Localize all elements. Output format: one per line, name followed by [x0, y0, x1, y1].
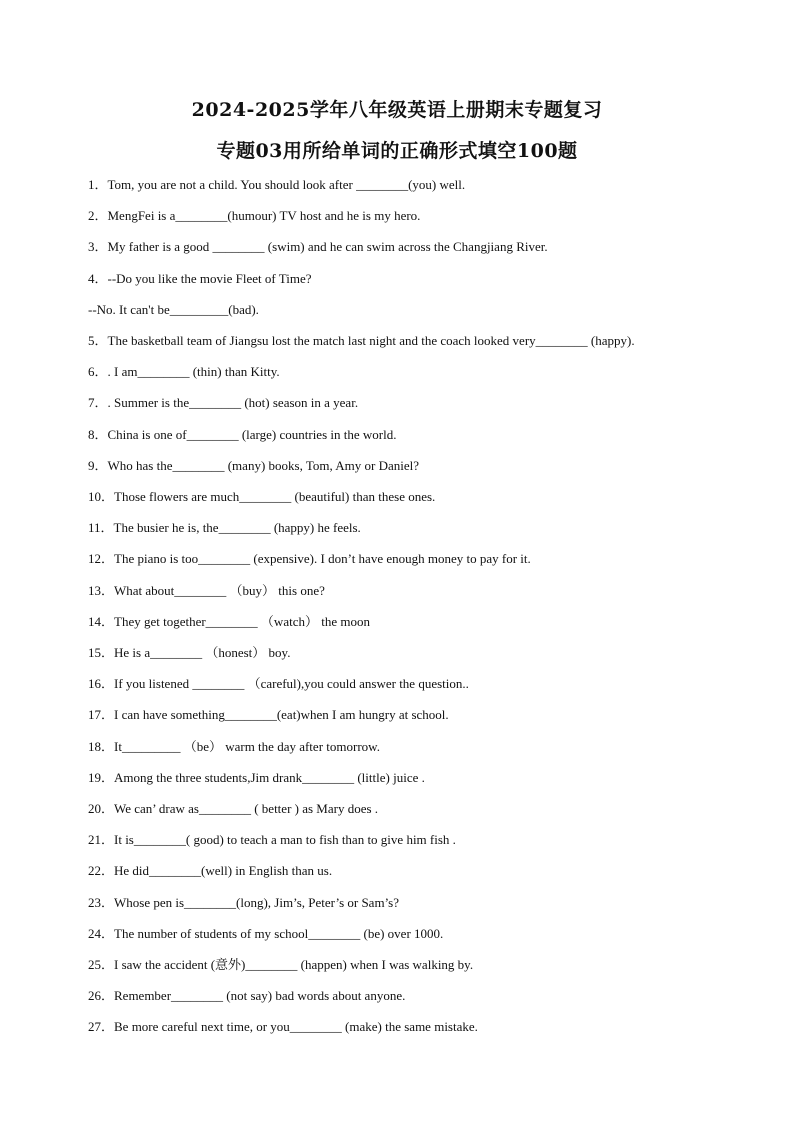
question-line: 19．Among the three students,Jim drank________ (little) juice . — [88, 769, 425, 785]
question-line: 25．I saw the accident (意外)________ (happen) when I was walking by. — [88, 957, 474, 972]
question-line: 5．The basketball team of Jiangsu lost the match last night and the coach looked very________ (happy). — [88, 333, 635, 348]
question-line: 26．Remember________ (not say) bad words about anyone. — [88, 988, 406, 1004]
question-line: 10．Those flowers are much________ (beautiful) than these ones. — [88, 489, 436, 504]
question-line: 22．He did________(well) in English than us. — [88, 863, 333, 879]
question-line: 20．We can’ draw as________ ( better ) as Mary does . — [88, 801, 379, 816]
question-line: 13．What about________ （buy） this one? — [88, 582, 325, 598]
document-title: 2024-2025学年八年级英语上册期末专题复习 — [191, 99, 603, 121]
question-line: 21．It is________( good) to teach a man to fish than to give him fish . — [88, 832, 456, 848]
document-subtitle: 专题03用所给单词的正确形式填空100题 — [216, 140, 578, 162]
question-line: 8．China is one of________ (large) countries in the world. — [88, 426, 397, 442]
question-line: 24．The number of students of my school________ (be) over 1000. — [88, 925, 444, 941]
question-line: 4．--Do you like the movie Fleet of Time? — [88, 270, 312, 286]
question-line: 7．. Summer is the________ (hot) season in a year. — [88, 395, 359, 411]
question-line: 18．It_________ （be） warm the day after tomorrow. — [88, 738, 380, 754]
question-line: 14．They get together________ （watch） the moon — [88, 613, 370, 629]
question-line: 23．Whose pen is________(long), Jim’s, Peter’s or Sam’s? — [88, 894, 400, 910]
question-line: 6．. I am________ (thin) than Kitty. — [88, 364, 280, 380]
question-line: 15．He is a________ （honest） boy. — [88, 645, 291, 660]
question-line: 9．Who has the________ (many) books, Tom, Amy or Daniel? — [88, 457, 420, 473]
question-line: 3．My father is a good ________ (swim) and he can swim across the Changjiang River. — [88, 239, 548, 255]
question-line: 1．Tom, you are not a child. You should look after ________(you) well. — [88, 177, 466, 192]
question-line: 2．MengFei is a________(humour) TV host and he is my hero. — [88, 208, 421, 224]
question-line: 16．If you listened ________ （careful),you could answer the question.. — [88, 676, 469, 692]
question-line: 27．Be more careful next time, or you________ (make) the same mistake. — [88, 1019, 478, 1035]
question-line: 17．I can have something________(eat)when I am hungry at school. — [88, 707, 449, 723]
question-line: --No. It can't be_________(bad). — [88, 301, 259, 317]
question-line: 11．The busier he is, the________ (happy) he feels. — [88, 520, 361, 536]
question-line: 12．The piano is too________ (expensive). I don’t have enough money to pay for it. — [88, 551, 531, 567]
